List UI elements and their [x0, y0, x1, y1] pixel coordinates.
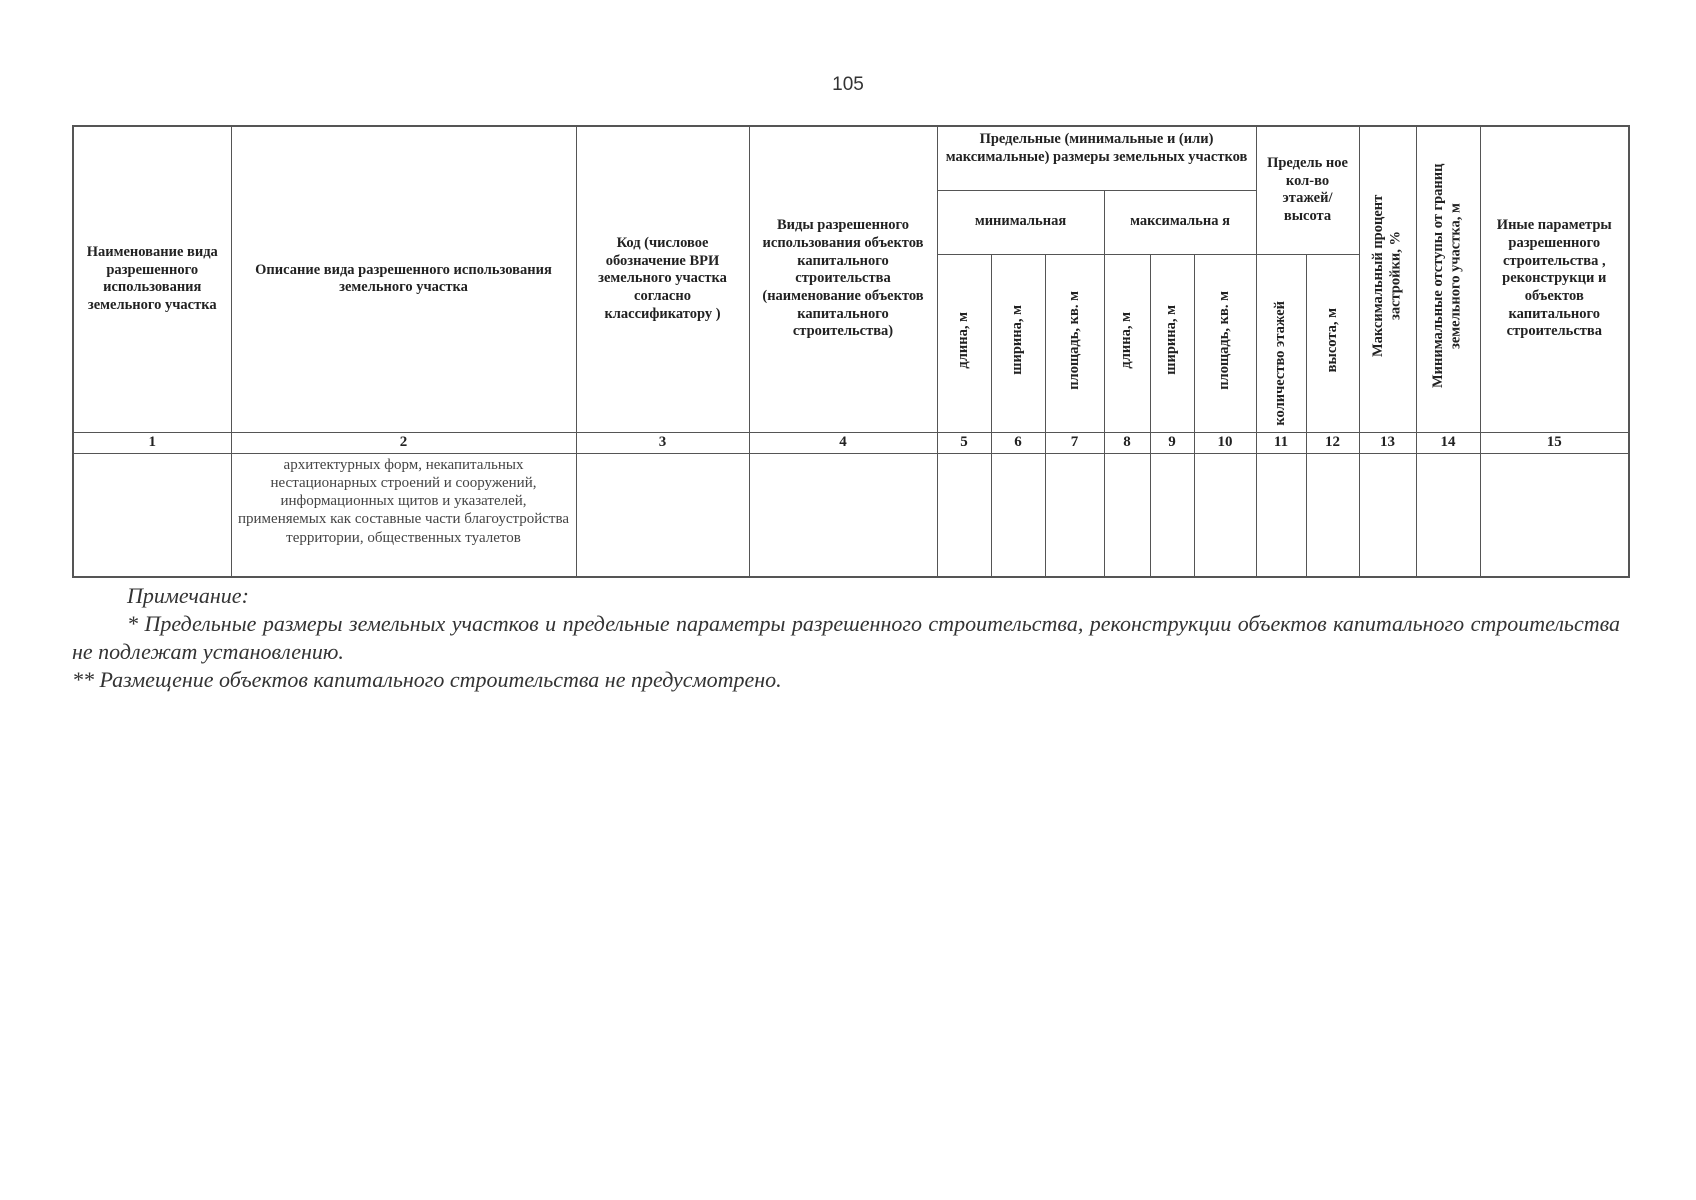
header-height: высота, м	[1323, 307, 1340, 373]
header-other-parameters: Иные параметры разрешенного строительства , реконструкци и объектов капитального строительства	[1480, 126, 1629, 432]
header-max-width-cell	[1150, 254, 1194, 432]
header-min-width-cell	[991, 254, 1045, 432]
row-cell-empty	[1359, 453, 1416, 577]
column-number: 6	[991, 432, 1045, 453]
column-number: 7	[1045, 432, 1104, 453]
header-use-description: Описание вида разрешенного использования земельного участка	[231, 126, 576, 432]
header-floors-cell	[1256, 254, 1306, 432]
row-cell-empty	[937, 453, 991, 577]
header-min-length-cell	[937, 254, 991, 432]
row-cell-empty	[1480, 453, 1629, 577]
header-min-setbacks-cell	[1416, 126, 1480, 432]
header-max-length: длина, м	[1118, 311, 1135, 369]
header-max-width: ширина, м	[1163, 305, 1180, 376]
header-code: Код (числовое обозначение ВРИ земельного участка согласно классификатору )	[576, 126, 749, 432]
column-number: 9	[1150, 432, 1194, 453]
header-max-coverage-cell	[1359, 126, 1416, 432]
row-cell-empty	[1104, 453, 1150, 577]
column-number: 13	[1359, 432, 1416, 453]
header-floors: количество этажей	[1272, 301, 1289, 426]
row-cell-empty	[73, 453, 231, 577]
column-number: 4	[749, 432, 937, 453]
header-max-area-cell	[1194, 254, 1256, 432]
header-height-cell	[1306, 254, 1359, 432]
header-floors-height-limit: Предель ное кол-во этажей/ высота	[1256, 126, 1359, 254]
notes-title: Примечание:	[127, 583, 249, 608]
header-maximum: максимальна я	[1104, 190, 1256, 254]
column-numbers-row	[73, 432, 1629, 453]
row-cell-empty	[1256, 453, 1306, 577]
header-min-setbacks: Минимальные отступы от границ земельного участка, м	[1430, 164, 1465, 389]
note-1: * Предельные размеры земельных участков и предельные параметры разрешенного строительства, реконструкции объектов капитального строительства не подлежат установлению.	[72, 611, 1620, 664]
table-row	[73, 453, 1629, 577]
column-number: 3	[576, 432, 749, 453]
column-number: 10	[1194, 432, 1256, 453]
notes	[72, 582, 1620, 694]
header-plot-size-limits: Предельные (минимальные и (или) максимальные) размеры земельных участков	[937, 126, 1256, 190]
column-number: 11	[1256, 432, 1306, 453]
row-description: архитектурных форм, некапитальных нестационарных строений и сооружений, информационных щитов и указателей, применяемых как составные части благоустройства территории, общественных туалетов	[231, 453, 576, 577]
row-cell-empty	[991, 453, 1045, 577]
row-cell-empty	[1045, 453, 1104, 577]
header-min-area-cell	[1045, 254, 1104, 432]
row-cell-empty	[1416, 453, 1480, 577]
header-min-length: длина, м	[955, 311, 972, 369]
row-cell-empty	[1194, 453, 1256, 577]
header-max-length-cell	[1104, 254, 1150, 432]
header-min-width: ширина, м	[1009, 305, 1026, 376]
header-max-coverage: Максимальный процент застройки, %	[1369, 195, 1404, 358]
row-cell-empty	[1150, 453, 1194, 577]
header-max-area: площадь, кв. м	[1216, 290, 1233, 390]
column-number: 5	[937, 432, 991, 453]
header-min-area: площадь, кв. м	[1065, 290, 1082, 390]
column-number: 14	[1416, 432, 1480, 453]
note-2: ** Размещение объектов капитального строительства не предусмотрено.	[72, 667, 782, 692]
row-cell-empty	[576, 453, 749, 577]
column-number: 8	[1104, 432, 1150, 453]
column-number: 12	[1306, 432, 1359, 453]
column-number: 2	[231, 432, 576, 453]
column-number: 1	[73, 432, 231, 453]
header-capital-construction-uses: Виды разрешенного использования объектов капитального строительства (наименование объектов капитального строительства)	[749, 126, 937, 432]
row-cell-empty	[1306, 453, 1359, 577]
page-number: 105	[832, 74, 864, 95]
column-number: 15	[1480, 432, 1629, 453]
row-cell-empty	[749, 453, 937, 577]
header-permitted-use-name: Наименование вида разрешенного использования земельного участка	[73, 126, 231, 432]
regulations-table	[72, 125, 1630, 578]
header-minimum: минимальная	[937, 190, 1104, 254]
